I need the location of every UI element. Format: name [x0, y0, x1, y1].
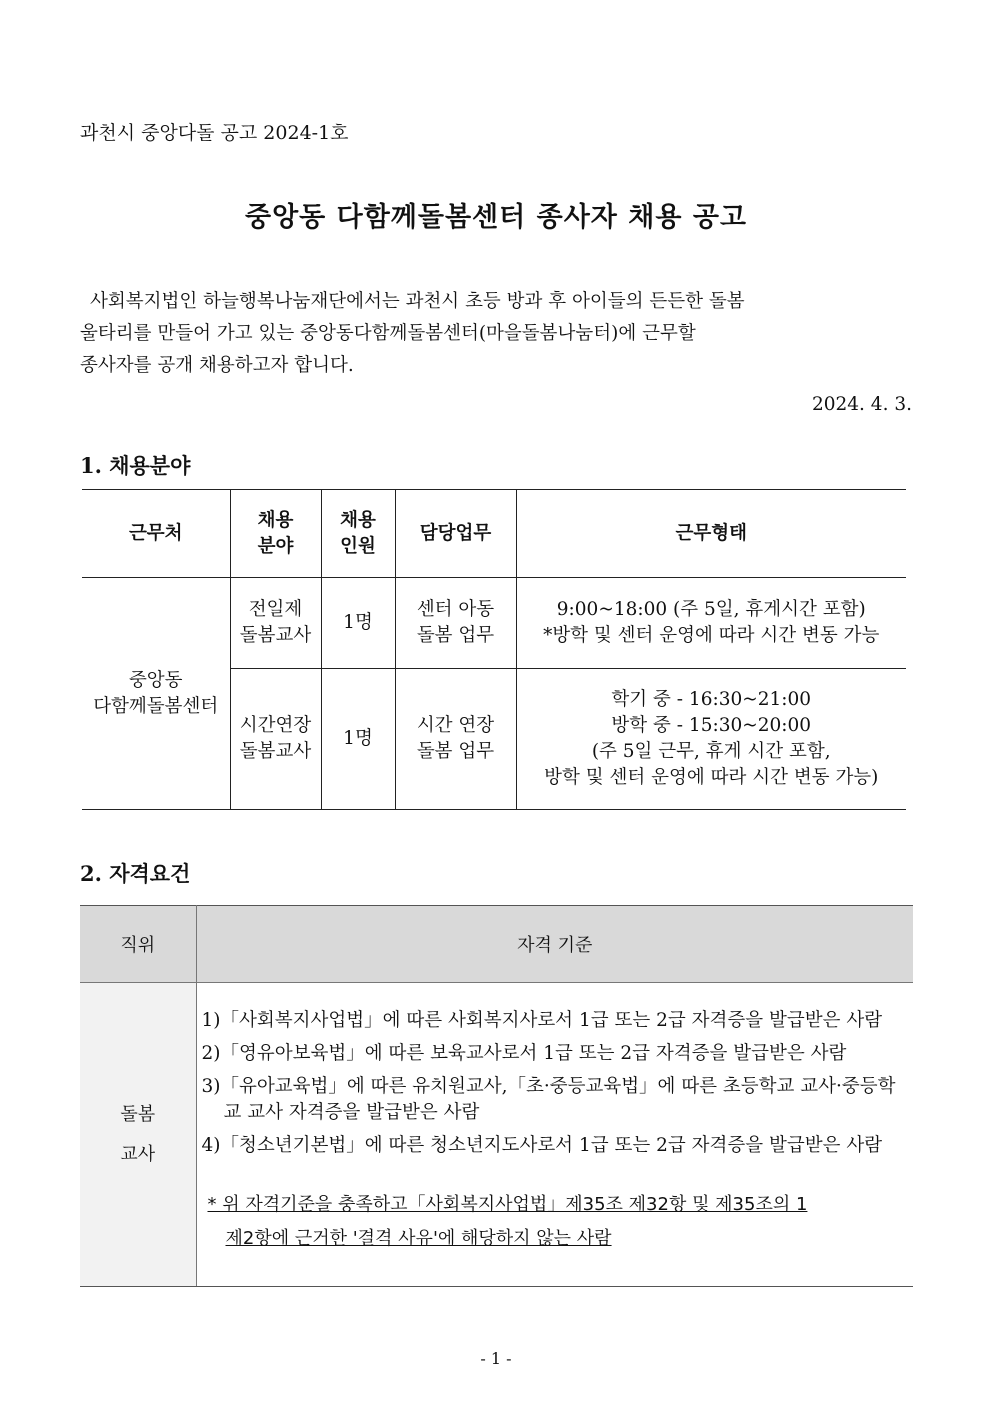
- work-type-line: 방학 및 센터 운영에 따라 시간 변동 가능): [544, 767, 879, 788]
- duty-cell: [395, 669, 516, 810]
- count-cell: 1명: [321, 578, 395, 669]
- notice-number: 과천시 중앙다돌 공고 2024-1호: [80, 122, 349, 144]
- section-heading-recruitment: 1. 채용분야: [80, 453, 191, 478]
- workplace-line: 다함께돌봄센터: [93, 695, 219, 717]
- page-number: - 1 -: [480, 1349, 512, 1368]
- position-line: 돌봄: [120, 1103, 156, 1125]
- header-field-line: 채용: [257, 509, 294, 531]
- workplace-cell: [82, 578, 230, 810]
- section-heading-qualifications: 2. 자격요건: [80, 861, 191, 886]
- header-workplace: 근무처: [82, 490, 230, 578]
- header-field-line: 분야: [257, 535, 294, 557]
- header-count-line: 인원: [340, 535, 376, 557]
- note-line: * 위 자격기준을 충족하고「사회복지사업법」제35조 제32항 및 제35조의 1: [207, 1194, 808, 1215]
- table-header-row: [80, 906, 913, 983]
- table-row: [82, 578, 906, 669]
- work-type-line: 9:00~18:00 (주 5일, 휴게시간 포함): [556, 599, 866, 620]
- header-duty: 담당업무: [395, 490, 516, 578]
- qualification-item: 4)「청소년기본법」에 따른 청소년지도사로서 1급 또는 2급 자격증을 발급받은 사람: [201, 1135, 883, 1156]
- qualification-item: 2)「영유아보육법」에 따른 보육교사로서 1급 또는 2급 자격증을 발급받은 사람: [201, 1043, 847, 1064]
- header-count: [321, 490, 395, 578]
- position-cell: [80, 983, 196, 1287]
- qualifications-table: [80, 905, 913, 1287]
- field-line: 전일제: [248, 599, 303, 620]
- header-criteria: 자격 기준: [196, 906, 913, 983]
- table-header-row: [82, 490, 906, 578]
- field-line: 돌봄교사: [239, 741, 312, 762]
- field-line: 돌봄교사: [239, 625, 312, 646]
- work-type-line: 방학 중 - 15:30~20:00: [611, 715, 812, 736]
- intro-line: 사회복지법인 하늘행복나눔재단에서는 과천시 초등 방과 후 아이들의 든든한 돌봄: [90, 291, 745, 312]
- duty-line: 돌봄 업무: [416, 741, 495, 762]
- intro-line: 울타리를 만들어 가고 있는 중앙동다함께돌봄센터(마을돌봄나눔터)에 근무할: [80, 323, 696, 344]
- work-type-line: 학기 중 - 16:30~21:00: [611, 689, 812, 710]
- duty-line: 시간 연장: [416, 715, 495, 736]
- intro-line: 종사자를 공개 채용하고자 합니다.: [80, 355, 354, 376]
- criteria-cell: [196, 983, 913, 1287]
- header-work-type: 근무형태: [516, 490, 906, 578]
- work-type-cell: [516, 669, 906, 810]
- qualification-item: 3)「유아교육법」에 따른 유치원교사,「초·중등교육법」에 따른 초등학교 교사·중등학교 교사 자격증을 발급받은 사람: [201, 1076, 896, 1123]
- duty-line: 돌봄 업무: [416, 625, 495, 646]
- duty-cell: [395, 578, 516, 669]
- position-line: 교사: [120, 1143, 156, 1165]
- field-cell: [230, 578, 321, 669]
- header-field: [230, 490, 321, 578]
- page-title: 중앙동 다함께돌봄센터 종사자 채용 공고: [245, 202, 747, 233]
- disqualification-note: [208, 1188, 913, 1256]
- table-row: [80, 983, 913, 1287]
- count-cell: 1명: [321, 669, 395, 810]
- workplace-line: 중앙동: [128, 669, 183, 691]
- note-line: 제2항에 근거한 '결격 사유'에 해당하지 않는 사람: [225, 1228, 612, 1249]
- field-line: 시간연장: [239, 715, 312, 736]
- intro-paragraph: [80, 286, 912, 382]
- notice-date: 2024. 4. 3.: [811, 394, 912, 415]
- recruitment-table: [82, 489, 906, 810]
- work-type-cell: [516, 578, 906, 669]
- duty-line: 센터 아동: [416, 599, 495, 620]
- qualification-item: 1)「사회복지사업법」에 따른 사회복지사로서 1급 또는 2급 자격증을 발급받은 사람: [201, 1010, 883, 1031]
- header-position: 직위: [80, 906, 196, 983]
- header-count-line: 채용: [340, 509, 376, 531]
- work-type-line: *방학 및 센터 운영에 따라 시간 변동 가능: [543, 625, 880, 646]
- field-cell: [230, 669, 321, 810]
- work-type-line: (주 5일 근무, 휴게 시간 포함,: [591, 741, 831, 762]
